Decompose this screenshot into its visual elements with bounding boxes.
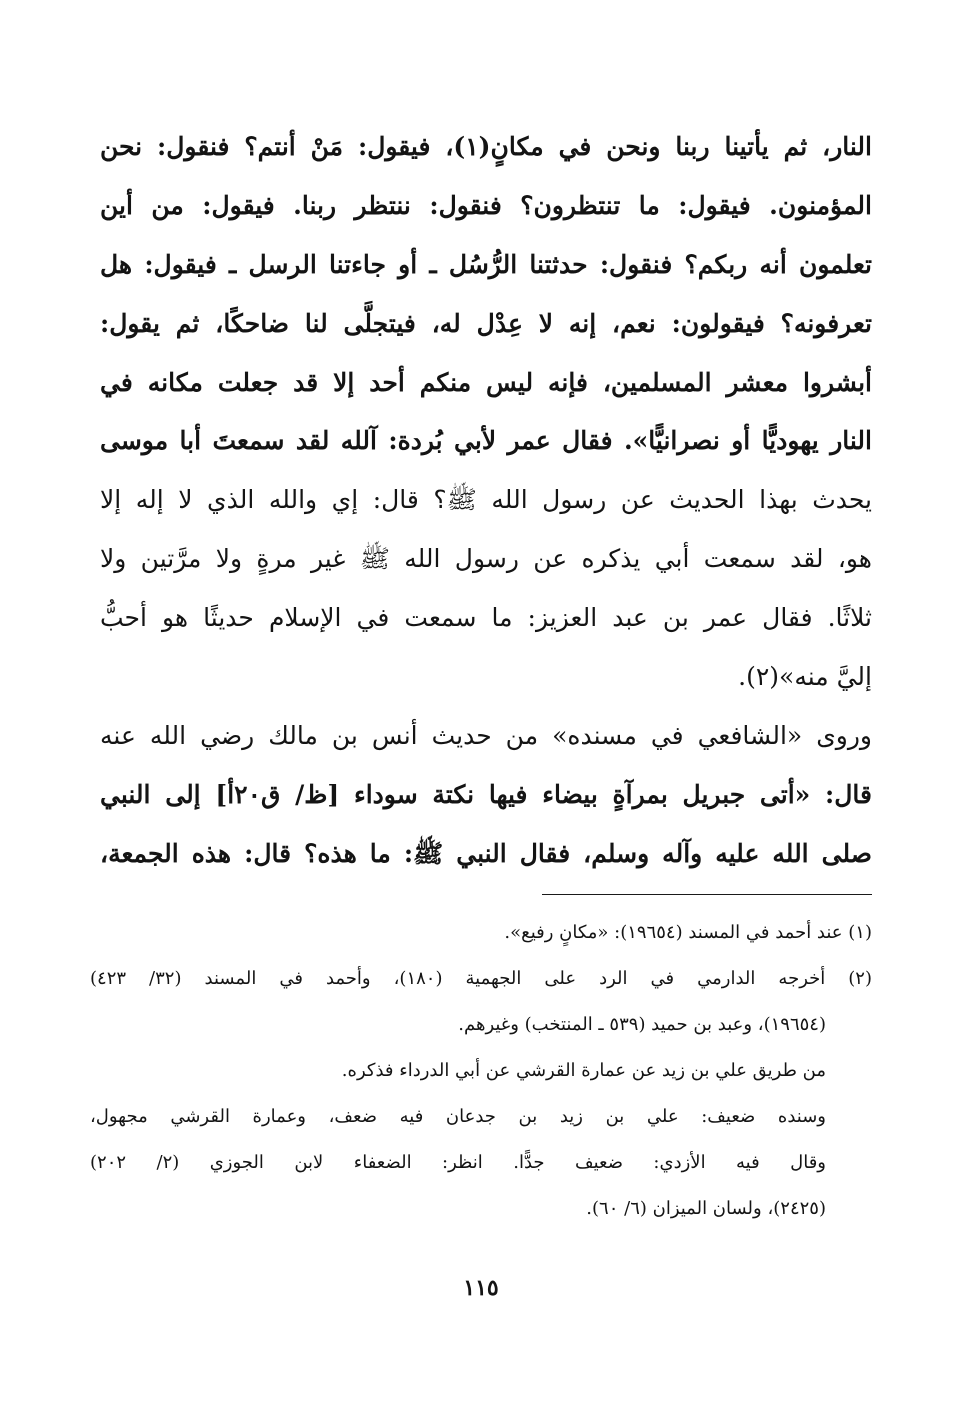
footnote-line: (٢) أخرجه الدارمي في الرد على الجهمية (١٨٠)، وأحمد في المسند (٣٢/ ٤٢٣) — [90, 968, 872, 989]
footnote-line: وقال فيه الأزدي: ضعيف جدًّا. انظر: الضعفاء لابن الجوزي (٢/ ٢٠٢) — [90, 1152, 826, 1173]
main-text-block — [100, 118, 872, 884]
text-line: المؤمنون. فيقول: ما تنتظرون؟ فنقول: ننتظر ربنا. فيقول: من أين — [100, 190, 872, 220]
text-line: إليَّ منه»(٢). — [738, 662, 872, 692]
text-line: يحدث بهذا الحديث عن رسول الله ﷺ؟ قال: إي والله الذي لا إله إلا — [100, 485, 872, 515]
text-line: تعرفونه؟ فيقولون: نعم، إنه لا عِدْل له، فيتجلَّى لنا ضاحكًا، ثم يقول: — [100, 308, 872, 338]
text-line: أبشروا معشر المسلمين، فإنه ليس منكم أحد إلا قد جعلت مكانه في — [100, 367, 872, 397]
text-line: صلى الله عليه وآله وسلم، فقال النبي ﷺ: ما هذه؟ قال: هذه الجمعة، — [100, 838, 872, 868]
text-line: هو، لقد سمعت أبي يذكره عن رسول الله ﷺ غير مرةٍ ولا مرَّتين ولا — [100, 544, 872, 574]
text-line: النار، ثم يأتينا ربنا ونحن في مكانٍ(١)، فيقول: مَنْ أنتم؟ فنقول: نحن — [100, 132, 872, 161]
text-line: تعلمون أنه ربكم؟ فنقول: حدثتنا الرُّسُل ـ أو جاءتنا الرسل ـ فيقول: هل — [100, 249, 872, 279]
footnotes-block — [90, 910, 872, 1232]
footnote-line: (٢٤٢٥)، ولسان الميزان (٦/ ٦٠). — [586, 1198, 826, 1219]
page-number: ١١٥ — [463, 1275, 499, 1301]
text-line: قال: «أتى جبريل بمرآةٍ بيضاء فيها نكتة سوداء [ظ/ ق٢٠أ] إلى النبي — [100, 779, 872, 809]
text-line: النار يهوديًّا أو نصرانيًّا». فقال عمر لأبي بُردة: آلله لقد سمعتَ أبا موسى — [100, 426, 872, 456]
footnote-line: من طريق علي بن زيد عن عمارة القرشي عن أبي الدرداء فذكره. — [341, 1060, 826, 1081]
text-line: وروى «الشافعي في مسنده» من حديث أنس بن مالك رضي الله عنه — [100, 720, 872, 750]
footnote-line: (١) عند أحمد في المسند (١٩٦٥٤): «مكانٍ رفيع». — [504, 922, 872, 943]
footnote-line: (١٩٦٥٤)، وعبد بن حميد (٥٣٩ ـ المنتخب) وغيرهم. — [458, 1014, 826, 1035]
text-line: ثلاثًا. فقال عمر بن عبد العزيز: ما سمعت في الإسلام حديثًا هو أحبُّ — [100, 603, 872, 633]
footnote-line: وسنده ضعيف: علي بن زيد بن جدعان فيه ضعف، وعمارة القرشي مجهول، — [90, 1106, 826, 1127]
footnote-separator — [542, 894, 872, 895]
